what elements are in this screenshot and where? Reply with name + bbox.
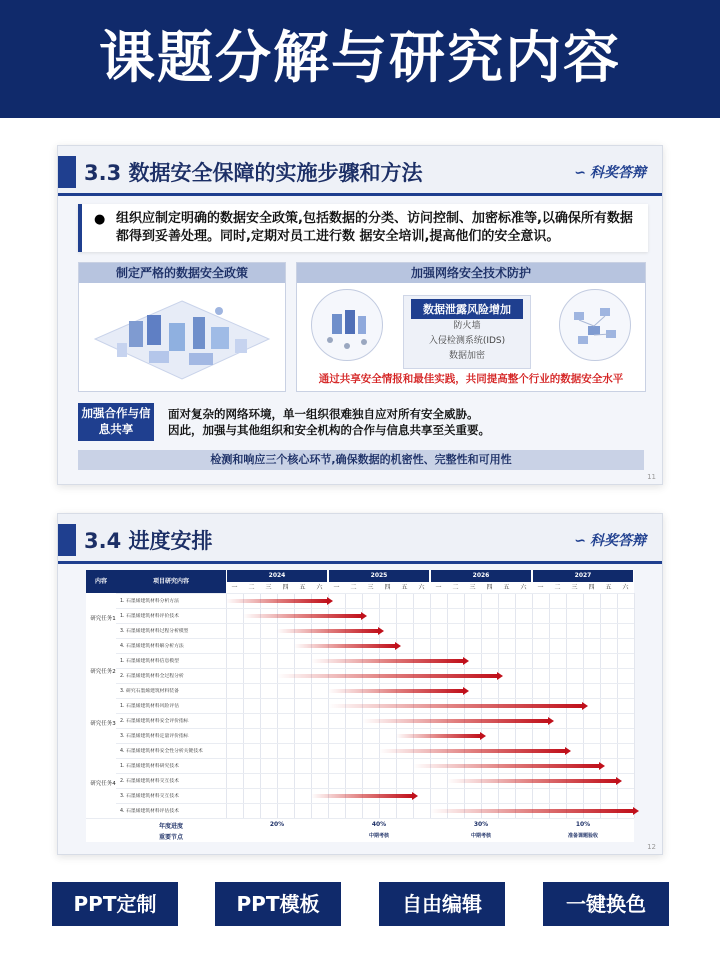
header-period-cell: 三: [265, 584, 272, 591]
grid-line: [294, 593, 295, 818]
task-label: 1. 石墨烯建筑材料研究技术: [120, 764, 179, 769]
header-period-cell: 五: [401, 584, 408, 591]
schedule-bar: [243, 614, 362, 618]
risk-item-firewall: 防火墙: [453, 321, 481, 331]
header-accent-bar: [58, 524, 76, 556]
network-illustration-circle: [559, 289, 631, 361]
network-nodes-icon: [560, 290, 630, 360]
task-label: 2. 石墨烯建筑材料安全评价指标: [120, 719, 189, 724]
row-line: [116, 743, 634, 744]
task-label: 1. 石墨烯建筑材料分析方法: [120, 599, 179, 604]
header-period-cell: 一: [435, 584, 442, 591]
task-label: 1. 石墨烯建筑材料评价技术: [120, 614, 179, 619]
annual-progress-value: 40%: [371, 821, 387, 828]
row-line: [116, 608, 634, 609]
header-period-cell: 五: [299, 584, 306, 591]
header-period-cell: 二: [350, 584, 357, 591]
header-period-cell: 五: [503, 584, 510, 591]
milestone-value: 准备课题验收: [567, 833, 598, 839]
risk-item-ids: 入侵检测系统(IDS): [428, 336, 506, 346]
task-label: 4. 石墨烯建筑材料评估技术: [120, 809, 179, 814]
schedule-bar: [362, 719, 549, 723]
schedule-flag-icon: [548, 717, 554, 725]
schedule-bar: [328, 704, 583, 708]
task-group-label: 研究任务3: [90, 721, 116, 727]
summary-band: 检测和响应三个核心环节,确保数据的机密性、完整性和可用性: [78, 450, 644, 470]
schedule-flag-icon: [463, 687, 469, 695]
progress-label: 年度进度: [158, 823, 183, 830]
header-period-cell: 三: [367, 584, 374, 591]
milestone-value: 中期考核: [470, 833, 491, 839]
risk-item-encryption: 数据加密: [448, 351, 485, 361]
grid-line: [634, 593, 635, 818]
schedule-bar: [447, 779, 617, 783]
schedule-flag-icon: [599, 762, 605, 770]
schedule-flag-icon: [327, 597, 333, 605]
row-line: [116, 788, 634, 789]
slide-header: [58, 146, 662, 196]
header-period-cell: 四: [588, 584, 595, 591]
annual-progress-value: 20%: [269, 821, 285, 828]
free-edit-button[interactable]: 自由编辑: [379, 882, 505, 926]
bullet-dot-icon: ●: [94, 212, 106, 227]
row-line: [116, 623, 634, 624]
collab-text: [168, 406, 648, 438]
gantt-schedule-table: [86, 570, 634, 842]
header-project-cell: 项目研究内容: [116, 570, 226, 593]
server-cluster-icon: [312, 290, 382, 360]
schedule-flag-icon: [395, 642, 401, 650]
schedule-flag-icon: [463, 657, 469, 665]
panel-title: 制定严格的数据安全政策: [79, 263, 285, 283]
collab-label: 加强合作与信息共享: [78, 403, 154, 441]
header-period-cell: 二: [554, 584, 561, 591]
task-group-label: 研究任务2: [90, 668, 116, 675]
task-label: 3. 石墨烯建筑材料定量评价指标: [120, 734, 189, 739]
header-period-cell: 四: [384, 584, 391, 591]
header-underline: [58, 193, 662, 196]
row-line: [116, 728, 634, 729]
schedule-bar: [226, 599, 328, 603]
schedule-flag-icon: [633, 807, 639, 815]
grid-line: [226, 593, 227, 818]
brand-logo: [574, 530, 646, 550]
header-period-cell: 五: [605, 584, 612, 591]
schedule-flag-icon: [412, 792, 418, 800]
ppt-template-button[interactable]: PPT模板: [215, 882, 341, 926]
task-group-label: 研究任务4: [90, 781, 116, 787]
schedule-flag-icon: [497, 672, 503, 680]
row-line: [116, 803, 634, 804]
row-line: [116, 653, 634, 654]
schedule-flag-icon: [378, 627, 384, 635]
schedule-bar: [379, 749, 566, 753]
slide-preview-3-3[interactable]: [57, 145, 663, 485]
schedule-bar: [311, 659, 464, 663]
row-line: [116, 668, 634, 669]
schedule-bar: [396, 734, 481, 738]
banner-title: 课题分解与研究内容: [99, 26, 621, 91]
header-period-cell: 六: [316, 584, 323, 591]
row-line: [116, 593, 634, 594]
logo-icon: ∽: [574, 533, 586, 549]
task-label: 2. 石墨烯建筑材料交互技术: [120, 779, 179, 784]
milestone-label: 重要节点: [158, 834, 183, 841]
row-line: [116, 773, 634, 774]
risk-card-title: 数据泄露风险增加: [411, 299, 523, 319]
isometric-datacenter-illustration: [89, 293, 275, 385]
task-label: 2. 石墨烯建筑材料全过程分析: [120, 674, 184, 679]
header-period-cell: 二: [452, 584, 459, 591]
row-line: [86, 818, 634, 819]
header-period-cell: 六: [520, 584, 527, 591]
header-period-cell: 六: [622, 584, 629, 591]
top-banner: [0, 0, 720, 118]
page-number: 11: [647, 473, 656, 481]
risk-card: [403, 295, 531, 369]
grid-line: [260, 593, 261, 818]
task-label: 1. 石墨烯建筑材料风险评估: [120, 704, 179, 709]
schedule-bar: [413, 764, 600, 768]
schedule-flag-icon: [480, 732, 486, 740]
ppt-custom-button[interactable]: PPT定制: [52, 882, 178, 926]
header-content-cell: 内容: [86, 570, 116, 593]
collab-line: 面对复杂的网络环境，单一组织很难独自应对所有安全威胁。: [168, 407, 479, 421]
annual-progress-value: 10%: [575, 821, 591, 828]
schedule-bar: [294, 644, 396, 648]
grid-line: [243, 593, 244, 818]
logo-text: 科奖答辩: [590, 165, 646, 181]
row-line: [116, 683, 634, 684]
schedule-bar: [430, 809, 634, 813]
bullet-box: [78, 204, 648, 252]
schedule-flag-icon: [616, 777, 622, 785]
logo-text: 科奖答辩: [590, 533, 646, 549]
schedule-bar: [277, 674, 498, 678]
grid-line: [311, 593, 312, 818]
header-year-cell: 2026: [431, 570, 531, 582]
collab-line: 因此，加强与其他组织和安全机构的合作与信息共享至关重要。: [168, 423, 490, 437]
network-illustration-circle: [311, 289, 383, 361]
milestone-value: 中期考核: [368, 833, 389, 839]
header-year-cell: 2024: [227, 570, 327, 582]
schedule-bar: [328, 689, 464, 693]
slide-title: 3.4 进度安排: [84, 529, 213, 553]
page-number: 12: [647, 843, 656, 851]
schedule-bar: [311, 794, 413, 798]
task-label: 3. 石墨烯建筑材料过程分析模型: [120, 629, 189, 634]
header-period-cell: 四: [486, 584, 493, 591]
schedule-flag-icon: [361, 612, 367, 620]
panel-security-policy: [78, 262, 286, 392]
task-label: 4. 石墨烯建筑材料安全性分析关键技术: [120, 749, 203, 754]
schedule-bar: [277, 629, 379, 633]
logo-icon: ∽: [574, 165, 586, 181]
task-label: 4. 石墨烯建筑材料解分析方法: [120, 644, 184, 649]
header-period-cell: 四: [282, 584, 289, 591]
task-label: 1. 石墨烯建筑材料信息模型: [120, 659, 179, 664]
annual-progress-value: 30%: [473, 821, 489, 828]
row-line: [116, 758, 634, 759]
bullet-text: 组织应制定明确的数据安全政策,包括数据的分类、访问控制、加密标准等,以确保所有数据都得到妥善处理。同时,定期对员工进行数 据安全培训,提高他们的安全意识。: [116, 211, 633, 244]
header-underline: [58, 561, 662, 564]
header-period-cell: 六: [418, 584, 425, 591]
highlight-text: 通过共享安全情报和最佳实践，共同提高整个行业的数据安全水平: [318, 373, 624, 385]
recolor-button[interactable]: 一键换色: [543, 882, 669, 926]
header-year-cell: 2027: [533, 570, 633, 582]
header-period-cell: 一: [537, 584, 544, 591]
schedule-flag-icon: [582, 702, 588, 710]
grid-line: [277, 593, 278, 818]
grid-line: [600, 593, 601, 818]
header-period-cell: 一: [231, 584, 238, 591]
row-line: [116, 638, 634, 639]
row-line: [116, 713, 634, 714]
brand-logo: [574, 162, 646, 182]
slide-header: [58, 514, 662, 564]
schedule-flag-icon: [565, 747, 571, 755]
header-period-cell: 三: [571, 584, 578, 591]
header-accent-bar: [58, 156, 76, 188]
task-label: 3. 研究石墨烯建筑材料装备: [120, 689, 179, 694]
task-group-label: 研究任务1: [90, 616, 116, 622]
header-period-cell: 一: [333, 584, 340, 591]
panel-title: 加强网络安全技术防护: [297, 263, 645, 283]
header-period-cell: 三: [469, 584, 476, 591]
header-year-cell: 2025: [329, 570, 429, 582]
row-line: [116, 698, 634, 699]
panel-network-security: [296, 262, 646, 392]
slide-title: 3.3 数据安全保障的实施步骤和方法: [84, 161, 423, 185]
header-period-cell: 二: [248, 584, 255, 591]
slide-preview-3-4[interactable]: [57, 513, 663, 855]
task-label: 3. 石墨烯建筑材料交互技术: [120, 794, 179, 799]
